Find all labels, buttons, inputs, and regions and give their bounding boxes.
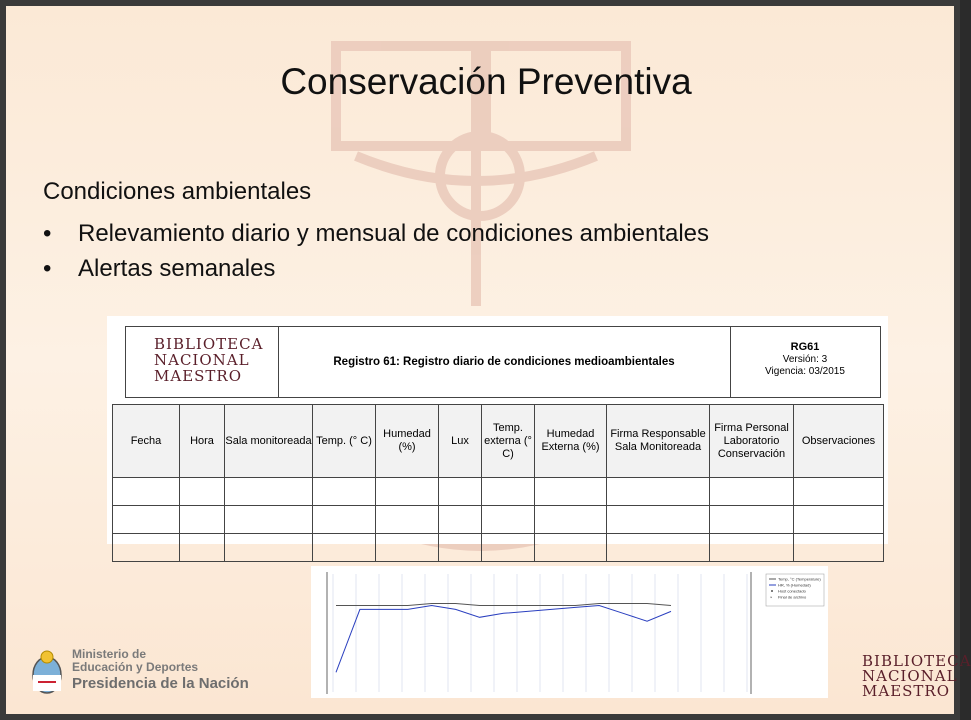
- table-cell: [313, 506, 376, 534]
- legend-entry: HR, % (Humedad): [778, 582, 811, 588]
- table-cell: [376, 506, 439, 534]
- table-cell: [376, 534, 439, 562]
- table-cell: [482, 478, 535, 506]
- table-cell: [710, 478, 794, 506]
- slide-title: Conservación Preventiva: [280, 61, 692, 102]
- column-header: Lux: [439, 405, 482, 478]
- bullet-item: [43, 251, 709, 286]
- biblioteca-logo: [154, 336, 263, 384]
- bullet-dot: •: [43, 255, 52, 282]
- table-cell: [607, 478, 710, 506]
- table-cell: [225, 478, 313, 506]
- table-cell: [710, 506, 794, 534]
- table-cell: [313, 478, 376, 506]
- table-cell: [225, 506, 313, 534]
- legend-entry: Host conectado: [778, 588, 806, 594]
- bullet-dot: •: [43, 220, 52, 247]
- table-cell: [482, 506, 535, 534]
- logo-line: BIBLIOTECA: [154, 335, 264, 353]
- column-header: Temp. (° C): [313, 405, 376, 478]
- ministry-text: [72, 648, 312, 694]
- table-cell: [482, 534, 535, 562]
- legend-entry: Temp, °C (Temperature): [778, 576, 821, 582]
- column-header: Firma Responsable Sala Monitoreada: [607, 405, 710, 478]
- table-header-row: [113, 405, 884, 478]
- table-cell: [535, 534, 607, 562]
- form-header: [125, 326, 881, 398]
- chart-background: [311, 566, 828, 698]
- table-row: [113, 506, 884, 534]
- bullet-text: Alertas semanales: [78, 255, 276, 282]
- table-cell: [535, 478, 607, 506]
- table-cell: [710, 534, 794, 562]
- table-cell: [113, 506, 180, 534]
- chart-legend: [766, 574, 824, 606]
- bullet-list: [43, 216, 709, 286]
- form-version: Versión: 3: [782, 354, 828, 365]
- column-header: Humedad (%): [376, 405, 439, 478]
- table-cell: [607, 534, 710, 562]
- biblioteca-logo-footer: [862, 654, 971, 699]
- table-cell: [113, 478, 180, 506]
- table-cell: [113, 534, 180, 562]
- table-cell: [439, 506, 482, 534]
- logo-line: NACIONAL: [154, 351, 250, 369]
- legend-entry: Final de archivo: [778, 594, 807, 600]
- column-header: Firma Personal Laboratorio Conservación: [710, 405, 794, 478]
- table-cell: [535, 506, 607, 534]
- logo-line: BIBLIOTECA: [862, 652, 971, 670]
- logo-line: MAESTRO: [862, 682, 951, 700]
- argentina-shield-icon: [30, 648, 64, 698]
- table-cell: [225, 534, 313, 562]
- table-row: [113, 534, 884, 562]
- register-table: [112, 404, 884, 562]
- legend-entry-marker: ×: [770, 594, 773, 600]
- bullet-item: [43, 216, 709, 251]
- table-row: [113, 478, 884, 506]
- form-code-cell: [730, 327, 880, 397]
- table-cell: [607, 506, 710, 534]
- table-cell: [313, 534, 376, 562]
- form-title: Registro 61: Registro diario de condiciones medioambientales: [278, 327, 731, 397]
- column-header: Fecha: [113, 405, 180, 478]
- table-cell: [180, 534, 225, 562]
- table-body: [113, 478, 884, 562]
- column-header: Observaciones: [794, 405, 884, 478]
- environmental-chart: [311, 566, 828, 698]
- ministry-line: Presidencia de la Nación: [72, 675, 249, 692]
- table-cell: [794, 478, 884, 506]
- table-cell: [794, 534, 884, 562]
- table-cell: [180, 506, 225, 534]
- ministry-line: Educación y Deportes: [72, 660, 199, 674]
- column-header: Humedad Externa (%): [535, 405, 607, 478]
- register-form-image: [107, 316, 888, 544]
- bullet-text: Relevamiento diario y mensual de condiciones ambientales: [78, 220, 710, 247]
- ministry-line: Ministerio de: [72, 647, 147, 661]
- column-header: Temp. externa (° C): [482, 405, 535, 478]
- ministry-block: [30, 647, 249, 703]
- table-cell: [439, 478, 482, 506]
- form-vigencia: Vigencia: 03/2015: [765, 366, 845, 377]
- table-cell: [376, 478, 439, 506]
- legend-swatch: [771, 590, 773, 592]
- column-header: Hora: [180, 405, 225, 478]
- logo-line: NACIONAL: [862, 667, 958, 685]
- logo-line: MAESTRO: [154, 367, 243, 385]
- form-logo-cell: [126, 327, 279, 397]
- table-cell: [439, 534, 482, 562]
- form-code: RG61: [790, 341, 820, 353]
- column-header: Sala monitoreada: [225, 405, 313, 478]
- table-cell: [794, 506, 884, 534]
- table-cell: [180, 478, 225, 506]
- slide-subtitle: Condiciones ambientales: [43, 178, 312, 205]
